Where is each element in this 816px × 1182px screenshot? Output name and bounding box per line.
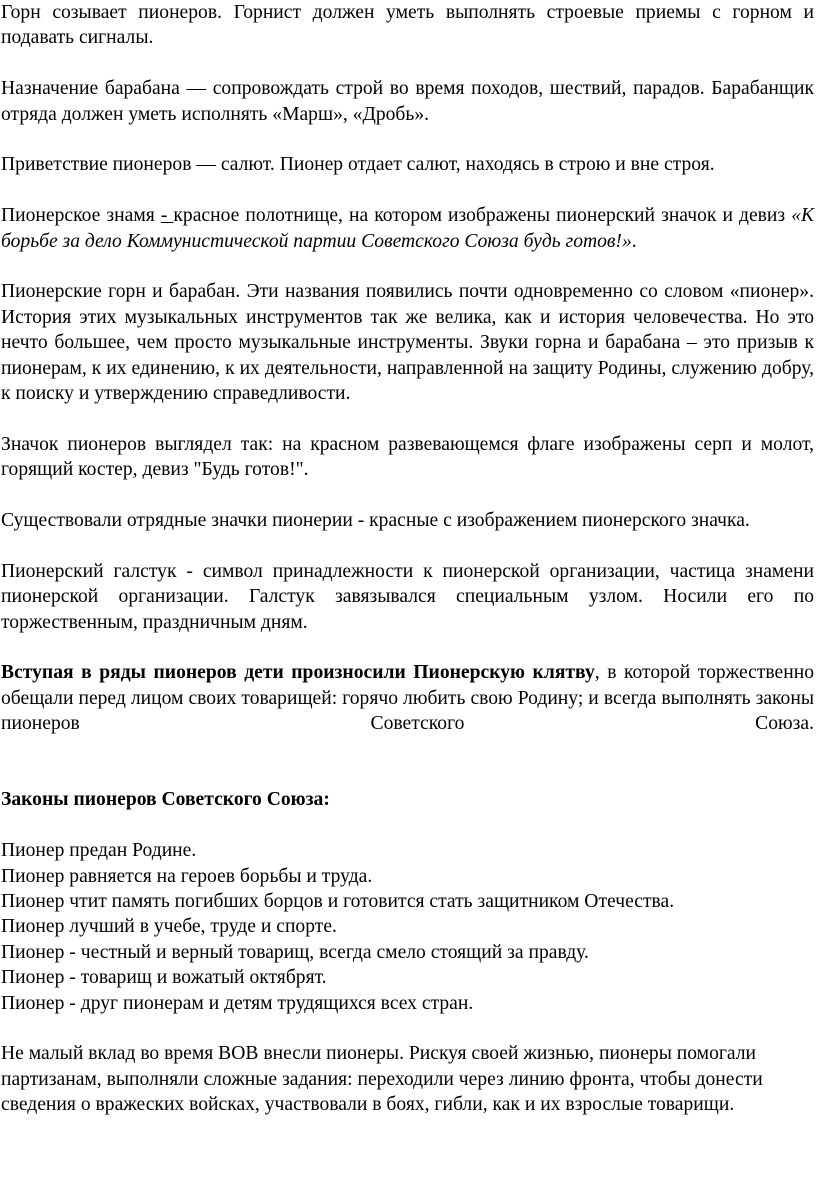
law-item: Пионер предан Родине. [1,840,197,862]
paragraph-squad-badges: Существовали отрядные значки пионерии - красные с изображением пионерского значка. [1,510,750,532]
laws-heading: Законы пионеров Советского Союза: [1,789,330,811]
paragraph-badge: Значок пионеров выглядел так: на красном развевающемся флаге изображены серп и молот, горящий костер, девиз "Будь готов!". [1,433,814,481]
law-item: Пионер лучший в учебе, труде и спорте. [1,916,337,938]
law-item: Пионер - друг пионерам и детям трудящихся всех стран. [1,992,474,1014]
paragraph-war-contribution: Не малый вклад во время ВОВ внесли пионеры. Рискуя своей жизнью, пионеры помогали партизанам, выполняли сложные задания: переходили через линию фронта, чтобы донести сведения о вражеских войсках, участвовали в боях, гибли, как и их взрослые товарищи. [1,1043,763,1116]
law-item: Пионер - честный и верный товарищ, всегда смело стоящий за правду. [1,941,589,963]
spacer [1,762,814,787]
oath-bold-text: Вступая в ряды пионеров дети произносили Пионерскую клятву [1,662,595,684]
paragraph-horn: Горн созывает пионеров. Горнист должен уметь выполнять строевые приемы с горном и подавать сигналы. [1,2,814,49]
banner-text-end: . [631,230,637,252]
law-item: Пионер чтит память погибших борцов и готовится стать защитником Отечества. [1,891,675,913]
banner-dash: - [160,205,174,227]
paragraph-necktie: Пионерский галстук - символ принадлежности к пионерской организации, частица знамени пионерской организации. Галстук завязывался специальным узлом. Носили его по торжественным, праздничным дням. [1,560,814,633]
paragraph-horn-and-drum: Пионерские горн и барабан. Эти названия появились почти одновременно со словом «пионер». История этих музыкальных инструментов так же велика, как и история человечества. Но это нечто большее, чем просто музыкальные инструменты. Звуки горна и барабана – это призыв к пионерам, к их единению, к их деятельности, направленной на защиту Родины, служению добру, к поиску и утверждению справедливости. [1,281,814,405]
banner-text-start: Пионерское знамя [1,205,161,227]
law-item: Пионер - товарищ и вожатый октябрят. [1,967,327,989]
paragraph-salute: Приветствие пионеров — салют. Пионер отдает салют, находясь в строю и вне строя. [1,154,715,176]
paragraph-banner [1,203,814,254]
banner-motto: «К борьбе за дело Коммунистической партии Советского Союза будь готов!» [1,205,814,252]
laws-list [1,838,814,1016]
law-item: Пионер равняется на героев борьбы и труда. [1,865,373,887]
spacer [1,737,814,762]
oath-rest-text: , в которой торжественно обещали перед лицом своих товарищей: горячо любить свою Родину; и всегда выполнять законы пионеров Советского Союза. [1,662,814,735]
paragraph-oath [1,660,814,736]
paragraph-drum: Назначение барабана — сопровождать строй во время походов, шествий, парадов. Барабанщик отряда должен уметь исполнять «Марш», «Дробь». [1,78,814,125]
banner-text-middle: красное полотнище, на котором изображены пионерский значок и девиз [173,205,792,227]
